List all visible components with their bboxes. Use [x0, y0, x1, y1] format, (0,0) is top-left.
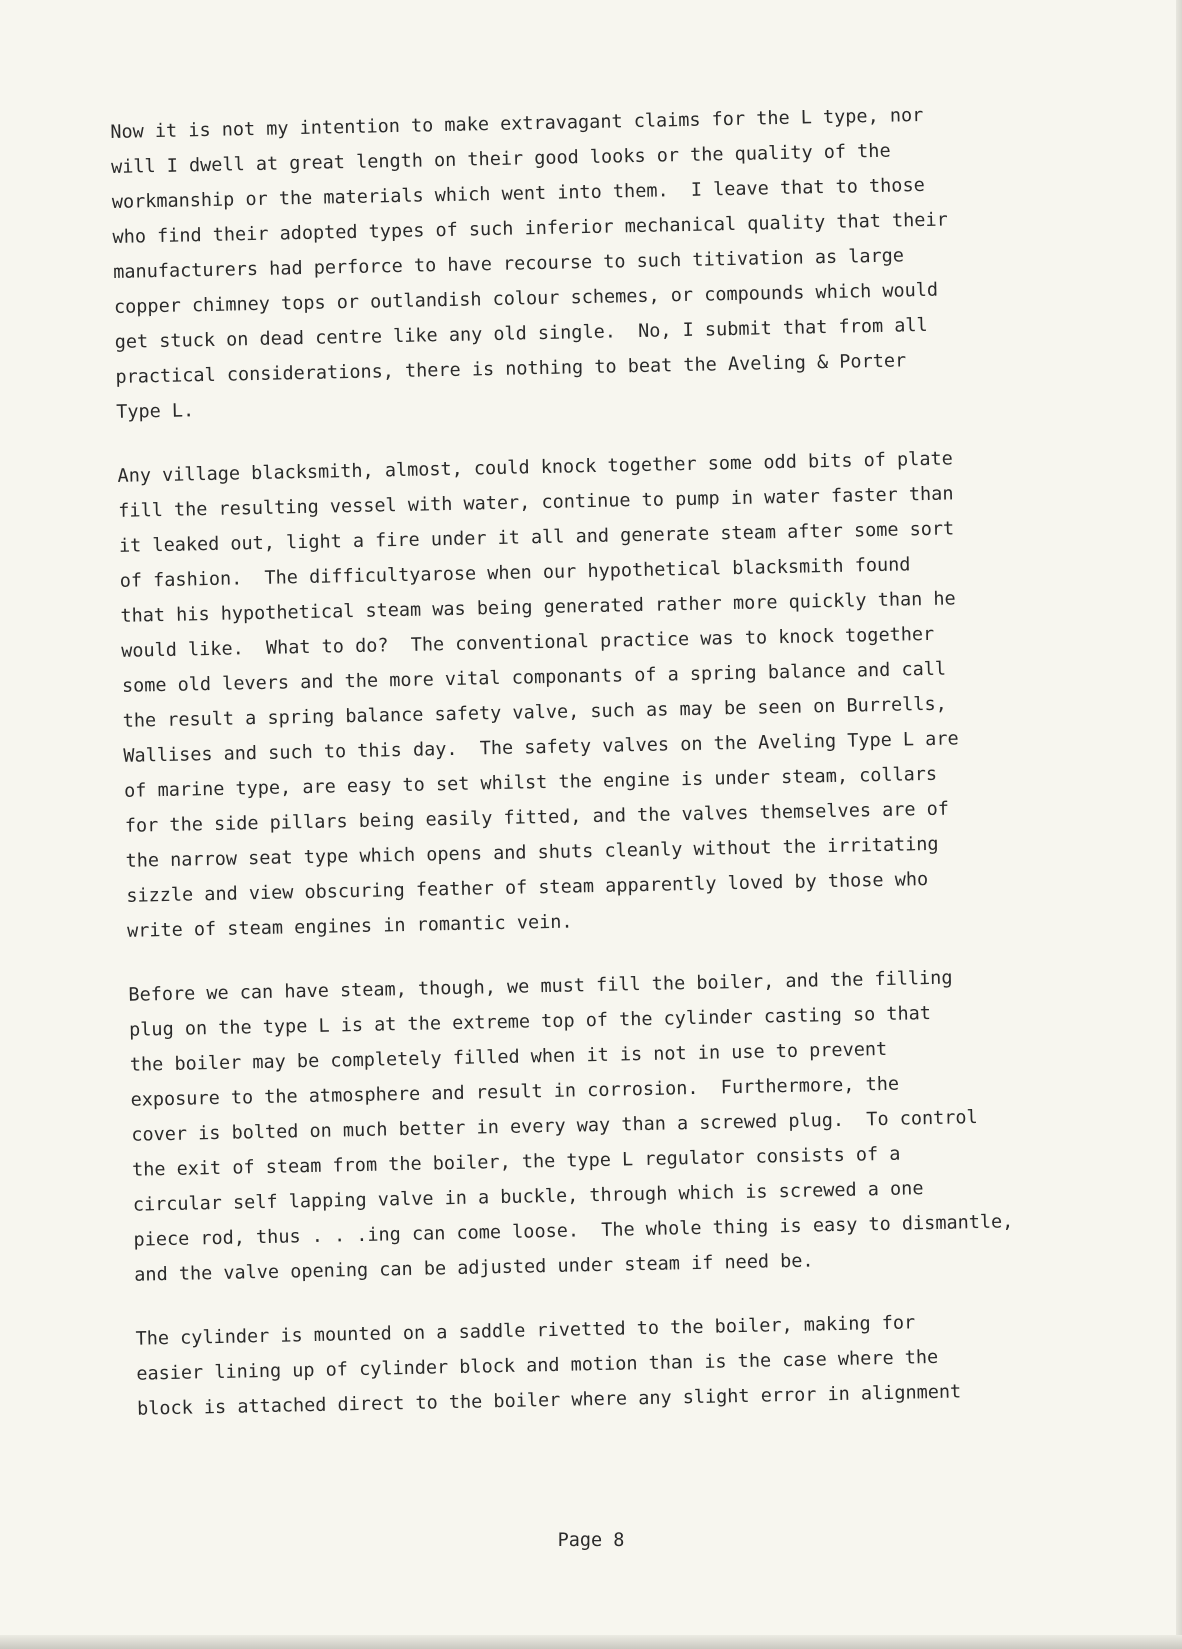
page-edge-right [1176, 0, 1182, 1649]
text-line: The cylinder is mounted on a saddle rivetted to the boiler, making for [135, 1312, 916, 1350]
text-line: exposure to the atmosphere and result in corrosion. Furthermore, the [130, 1073, 900, 1111]
text-line: circular self lapping valve in a buckle, through which is screwed a one [132, 1178, 924, 1216]
paragraph-3 [128, 957, 1114, 1292]
text-line: workmanship or the materials which went into them. I leave that to those [111, 174, 925, 213]
text-line: the result a spring balance safety valve, such as may be seen on Burrells, [122, 693, 947, 732]
text-line: that his hypothetical steam was being generated rather more quickly than he [120, 588, 956, 627]
paragraph-4 [135, 1301, 1117, 1427]
text-line: Any village blacksmith, almost, could knock together some odd bits of plate [117, 448, 953, 487]
text-line: the exit of steam from the boiler, the type L regulator consists of a [131, 1143, 901, 1181]
text-line: the narrow seat type which opens and shuts cleanly without the irritating [125, 833, 939, 872]
text-line: would like. What to do? The conventional practice was to knock together [121, 623, 935, 662]
text-line: and the valve opening can be adjusted under steam if need be. [134, 1250, 814, 1286]
text-line: for the side pillars being easily fitted, and the valves themselves are of [124, 798, 950, 837]
text-line: block is attached direct to the boiler where any slight error in alignment [136, 1381, 962, 1420]
text-line: Before we can have steam, though, we must fill the boiler, and the filling [128, 967, 953, 1006]
text-line: some old levers and the more vital componants of a spring balance and call [121, 658, 947, 697]
text-line: sizzle and view obscuring feather of steam apparently loved by those who [126, 869, 929, 907]
text-line: Now it is not my intention to make extravagant claims for the L type, nor [110, 104, 924, 143]
text-line: practical considerations, there is nothing to beat the Aveling & Porter [115, 350, 907, 388]
text-line: Type L. [116, 400, 195, 423]
text-line: who find their adopted types of such inferior mechanical quality that their [112, 209, 948, 248]
page-edge-bottom [0, 1635, 1182, 1649]
text-line: plug on the type L is at the extreme top of the cylinder casting so that [128, 1003, 932, 1041]
text-line: get stuck on dead centre like any old single. No, I submit that from all [114, 314, 928, 353]
text-line: of fashion. The difficultyarose when our hypothetical blacksmith found [119, 554, 911, 592]
text-line: copper chimney tops or outlandish colour schemes, or compounds which would [113, 279, 939, 318]
body-text [110, 94, 1118, 1455]
text-line: piece rod, thus . . .ing can come loose. The whole thing is easy to dismantle, [133, 1211, 1014, 1251]
text-line: the boiler may be completely filled when it is not in use to prevent [129, 1038, 888, 1076]
text-line: will I dwell at great length on their good looks or the quality of the [110, 140, 891, 178]
text-line: manufacturers had perforce to have recourse to such titivation as large [113, 245, 905, 283]
text-line: easier lining up of cylinder block and motion than is the case where the [136, 1346, 939, 1385]
paragraph-1 [110, 94, 1096, 429]
text-line: write of steam engines in romantic vein. [126, 911, 573, 942]
text-line: it leaked out, light a fire under it all and generate steam after some sort [118, 518, 955, 557]
page-number: Page 8 [557, 1530, 625, 1551]
text-line: cover is bolted on much better in every way than a screwed plug. To control [131, 1107, 978, 1146]
text-line: fill the resulting vessel with water, continue to pump in water faster than [118, 483, 954, 522]
paragraph-2 [117, 438, 1107, 948]
text-line: Wallises and such to this day. The safety valves on the Aveling Type L are [123, 728, 959, 767]
text-line: of marine type, are easy to set whilst the engine is under steam, collars [123, 763, 938, 802]
